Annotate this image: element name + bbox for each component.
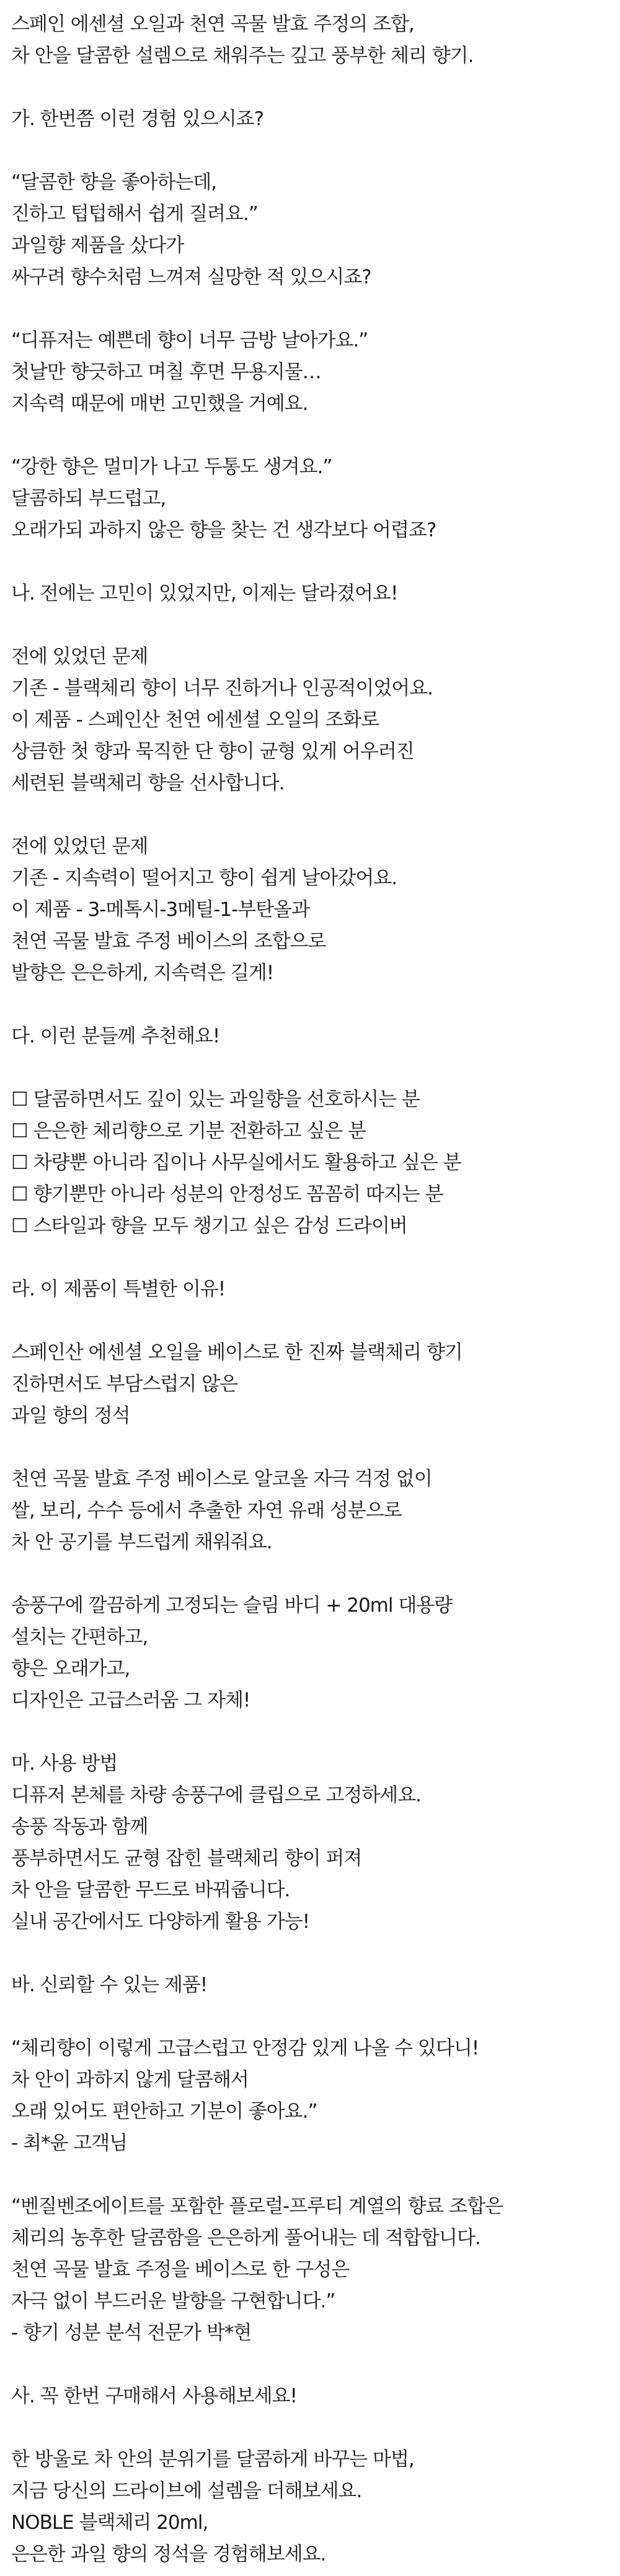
- text-line: ☐ 차량뿐 아니라 집이나 사무실에서도 활용하고 싶은 분: [11, 1152, 461, 1174]
- text-line: 과일 향의 정석: [11, 1405, 130, 1427]
- text-line: 오래가되 과하지 않은 향을 찾는 건 생각보다 어렵죠?: [11, 519, 436, 541]
- text-line: ☐ 은은한 체리향으로 기분 전환하고 싶은 분: [11, 1120, 366, 1142]
- text-line: 상큼한 첫 향과 묵직한 단 향이 균형 있게 어우러진: [11, 740, 414, 763]
- blank-line: [11, 1305, 620, 1337]
- blank-line: [11, 1432, 620, 1463]
- blank-line: [11, 2159, 620, 2191]
- blank-line: [11, 135, 620, 167]
- text-line: 차 안을 달콤한 무드로 바꿔줍니다.: [11, 1879, 290, 1901]
- blank-line: [11, 989, 620, 1021]
- text-line: - 향기 성분 분석 전문가 박*현: [11, 2322, 252, 2344]
- text-line: 디퓨저 본체를 차량 송풍구에 클립으로 고정하세요.: [11, 1784, 421, 1806]
- text-line: 바. 신뢰할 수 있는 제품!: [11, 1974, 208, 1996]
- text-line: 차 안을 달콤한 설렘으로 채워주는 깊고 풍부한 체리 향기.: [11, 45, 474, 67]
- blank-line: [11, 546, 620, 578]
- text-line: 세련된 블랙체리 향을 선사합니다.: [11, 772, 285, 794]
- text-line: 이 제품 - 스페인산 천연 에센셜 오일의 조화로: [11, 709, 379, 731]
- text-line: 디자인은 고급스러움 그 자체!: [11, 1689, 250, 1712]
- blank-line: [11, 1052, 620, 1084]
- text-line: 나. 전에는 고민이 있었지만, 이제는 달라졌어요!: [11, 582, 398, 605]
- text-line: “체리향이 이렇게 고급스럽고 안정감 있게 나올 수 있다니!: [11, 2037, 479, 2059]
- text-line: 이 제품 - 3-메톡시-3메틸-1-부탄올과: [11, 899, 310, 921]
- blank-line: [11, 2349, 620, 2381]
- text-line: 설치는 간편하고,: [11, 1626, 148, 1648]
- text-line: 기존 - 블랙체리 향이 너무 진하거나 인공적이었어요.: [11, 677, 433, 700]
- text-line: 실내 공간에서도 다양하게 활용 가능!: [11, 1911, 310, 1933]
- text-line: 지속력 때문에 매번 고민했을 거예요.: [11, 393, 308, 415]
- text-line: NOBLE 블랙체리 20ml,: [11, 2512, 208, 2534]
- text-line: 진하면서도 부담스럽지 않은: [11, 1373, 238, 1395]
- blank-line: [11, 2412, 620, 2444]
- text-line: “벤질벤조에이트를 포함한 플로럴-프루티 계열의 향료 조합은: [11, 2195, 503, 2218]
- text-line: 전에 있었던 문제: [11, 835, 148, 858]
- text-line: 자극 없이 부드러운 발향을 구현합니다.”: [11, 2290, 335, 2312]
- text-line: 라. 이 제품이 특별한 이유!: [11, 1278, 226, 1300]
- text-line: 쌀, 보리, 수수 등에서 추출한 자연 유래 성분으로: [11, 1499, 402, 1522]
- text-line: “디퓨저는 예쁜데 향이 너무 금방 날아가요.”: [11, 329, 368, 352]
- text-line: 첫날만 향긋하고 며칠 후면 무용지물…: [11, 361, 321, 383]
- text-line: 한 방울로 차 안의 분위기를 달콤하게 바꾸는 마법,: [11, 2448, 414, 2471]
- text-line: 지금 당신의 드라이브에 설렘을 더해보세요.: [11, 2480, 362, 2502]
- text-line: 스페인산 에센셜 오일을 베이스로 한 진짜 블랙체리 향기: [11, 1341, 463, 1364]
- text-line: ☐ 스타일과 향을 모두 챙기고 싶은 감성 드라이버: [11, 1215, 407, 1237]
- text-line: - 최*윤 고객님: [11, 2132, 128, 2154]
- text-line: 진하고 텁텁해서 쉽게 질려요.”: [11, 203, 258, 225]
- text-line: 차 안 공기를 부드럽게 채워줘요.: [11, 1531, 272, 1553]
- blank-line: [11, 293, 620, 325]
- text-line: 향은 오래가고,: [11, 1658, 130, 1680]
- text-line: 사. 꼭 한번 구매해서 사용해보세요!: [11, 2385, 297, 2407]
- text-line: ☐ 향기뿐만 아니라 성분의 안정성도 꼼꼼히 따지는 분: [11, 1183, 443, 1206]
- text-line: 발향은 은은하게, 지속력은 길게!: [11, 962, 274, 984]
- text-line: 송풍구에 깔끔하게 고정되는 슬림 바디 + 20ml 대용량: [11, 1594, 453, 1617]
- text-line: 송풍 작동과 함께: [11, 1816, 148, 1838]
- blank-line: [11, 72, 620, 104]
- text-line: “강한 향은 멀미가 나고 두통도 생겨요.”: [11, 456, 332, 478]
- text-line: 천연 곡물 발효 주정 베이스의 조합으로: [11, 930, 326, 953]
- text-line: 싸구려 향수처럼 느껴져 실망한 적 있으시죠?: [11, 266, 371, 288]
- blank-line: [11, 2001, 620, 2033]
- blank-line: [11, 1558, 620, 1590]
- text-line: 차 안이 과하지 않게 달콤해서: [11, 2069, 249, 2091]
- text-line: 전에 있었던 문제: [11, 646, 148, 668]
- blank-line: [11, 799, 620, 831]
- blank-line: [11, 1938, 620, 1970]
- blank-line: [11, 610, 620, 641]
- text-line: 오래 있어도 편안하고 기분이 좋아요.”: [11, 2100, 317, 2123]
- text-line: 천연 곡물 발효 주정을 베이스로 한 구성은: [11, 2258, 350, 2281]
- text-line: 기존 - 지속력이 떨어지고 향이 쉽게 날아갔어요.: [11, 867, 397, 889]
- text-line: 가. 한번쯤 이런 경험 있으시죠?: [11, 108, 264, 130]
- blank-line: [11, 1242, 620, 1274]
- text-line: 스페인 에센셜 오일과 천연 곡물 발효 주정의 조합,: [11, 13, 414, 35]
- text-line: 풍부하면서도 균형 잡힌 블랙체리 향이 퍼져: [11, 1847, 362, 1870]
- text-line: 은은한 과일 향의 정석을 경험해보세요.: [11, 2543, 326, 2565]
- text-line: 달콤하되 부드럽고,: [11, 487, 166, 510]
- blank-line: [11, 1717, 620, 1748]
- text-line: 다. 이런 분들께 추천해요!: [11, 1025, 220, 1047]
- text-line: “달콤한 향을 좋아하는데,: [11, 171, 217, 193]
- text-line: 과일향 제품을 샀다가: [11, 234, 184, 257]
- text-line: 천연 곡물 발효 주정 베이스로 알코올 자극 걱정 없이: [11, 1468, 432, 1490]
- blank-line: [11, 420, 620, 451]
- text-line: 체리의 농후한 달콤함을 은은하게 풀어내는 데 적합합니다.: [11, 2227, 480, 2249]
- text-line: ☐ 달콤하면서도 깊이 있는 과일향을 선호하시는 분: [11, 1088, 420, 1111]
- text-line: 마. 사용 방법: [11, 1752, 118, 1775]
